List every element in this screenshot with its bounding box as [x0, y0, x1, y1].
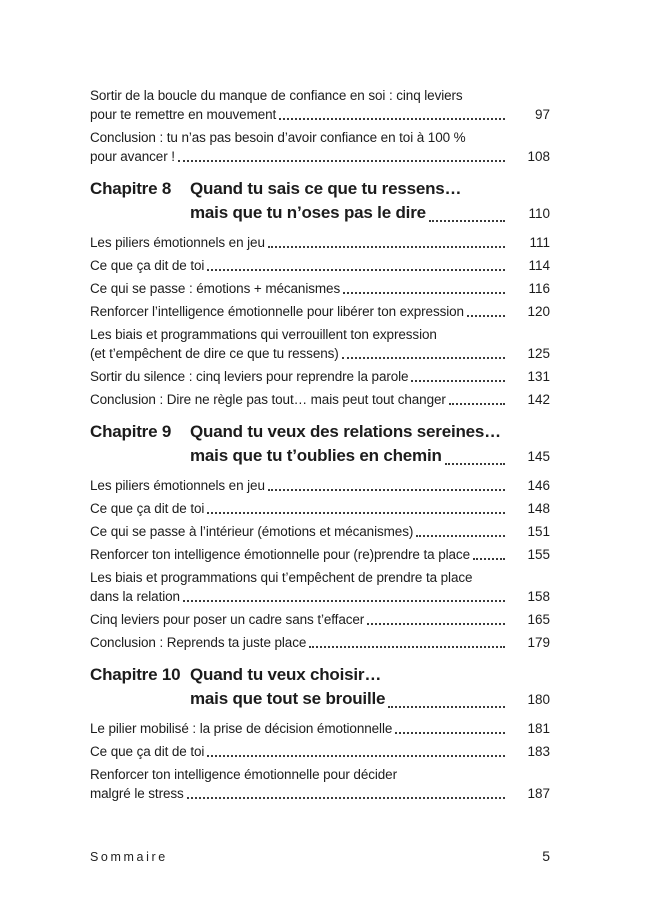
chapter-title-line: Quand tu veux des relations sereines… [190, 422, 501, 441]
chapter-label: Chapitre 10 [90, 665, 181, 684]
dot-leader [429, 220, 505, 222]
toc-entry [90, 765, 550, 803]
chapter-label: Chapitre 8 [90, 179, 172, 198]
toc-entry-text: Renforcer l’intelligence émotionnelle pour libérer ton expression [90, 304, 464, 319]
dot-leader [445, 463, 505, 465]
toc-entry-line [90, 476, 550, 495]
dot-leader [449, 403, 505, 405]
dot-leader [395, 732, 505, 734]
toc-entry [90, 568, 550, 606]
chapter-title-text: mais que tu t’oublies en chemin [190, 446, 442, 465]
toc-entry-line [90, 279, 550, 298]
toc-entry-line: Conclusion : tu n’as pas besoin d’avoir confiance en toi à 100 % [90, 130, 466, 145]
toc-entry-line [90, 302, 550, 321]
dot-leader [309, 646, 505, 648]
toc-entry-line [90, 742, 550, 761]
toc-entry-text: pour te remettre en mouvement [90, 107, 277, 122]
chapter-title-line: Quand tu veux choisir… [190, 665, 382, 684]
footer-section-label: Sommaire [90, 850, 168, 864]
toc-entry-line [90, 719, 550, 738]
dot-leader [207, 512, 505, 514]
toc-entry-line [90, 784, 550, 803]
toc-entry-line: Les biais et programmations qui verrouillent ton expression [90, 327, 437, 342]
chapter-heading [90, 420, 550, 469]
chapter-title-text: mais que tout se brouille [190, 689, 386, 708]
page-number: 125 [527, 346, 550, 361]
dot-leader [388, 706, 505, 708]
toc-entry-line: Renforcer ton intelligence émotionnelle pour décider [90, 767, 397, 782]
dot-leader [187, 797, 505, 799]
chapter-title-line [190, 444, 550, 469]
toc-entry [90, 279, 550, 298]
toc-entry-line [90, 344, 550, 363]
page-number: 120 [527, 304, 550, 319]
page-number: 183 [527, 744, 550, 759]
toc-entry [90, 390, 550, 409]
page-number: 180 [527, 692, 550, 707]
toc-entry-text: Conclusion : Reprends ta juste place [90, 635, 307, 650]
toc-entry-text: Cinq leviers pour poser un cadre sans t’effacer [90, 612, 365, 627]
dot-leader [207, 269, 505, 271]
toc-entry [90, 476, 550, 495]
dot-leader [268, 489, 505, 491]
page-number: 116 [528, 281, 550, 296]
page-number: 145 [527, 449, 550, 464]
page-number: 165 [527, 612, 550, 627]
toc-entry-line [90, 256, 550, 275]
dot-leader [342, 357, 505, 359]
toc-entry-text: Les piliers émotionnels en jeu [90, 478, 265, 493]
toc-entry-text: (et t’empêchent de dire ce que tu ressens) [90, 346, 339, 361]
page-number: 181 [527, 721, 550, 736]
page-number: 148 [527, 501, 550, 516]
page-number: 179 [527, 635, 550, 650]
page-number: 187 [527, 786, 550, 801]
toc-entry [90, 256, 550, 275]
toc-entry-text: Ce que ça dit de toi [90, 501, 205, 516]
chapter-heading [90, 177, 550, 226]
page-number: 131 [527, 369, 550, 384]
toc-entry-text: Ce qui se passe à l’intérieur (émotions et mécanismes) [90, 524, 414, 539]
dot-leader [367, 623, 505, 625]
dot-leader [207, 755, 505, 757]
page-number: 158 [527, 589, 550, 604]
toc-entry [90, 610, 550, 629]
toc-entry [90, 633, 550, 652]
page-number: 151 [527, 524, 550, 539]
toc-entry-text: Sortir du silence : cinq leviers pour reprendre la parole [90, 369, 409, 384]
dot-leader [416, 535, 505, 537]
toc-entry-text: Les piliers émotionnels en jeu [90, 235, 265, 250]
toc-entry [90, 545, 550, 564]
dot-leader [279, 118, 505, 120]
chapter-title-text: mais que tu n’oses pas le dire [190, 203, 426, 222]
toc-entry-text: Ce qui se passe : émotions + mécanismes [90, 281, 341, 296]
toc-entry-text: pour avancer ! [90, 149, 175, 164]
toc-entry-line: Sortir de la boucle du manque de confiance en soi : cinq leviers [90, 88, 463, 103]
toc-entry-line [90, 367, 550, 386]
toc-entry-line [90, 105, 550, 124]
page-number: 110 [528, 206, 550, 221]
toc-entry-line [90, 633, 550, 652]
toc-entry-text: Le pilier mobilisé : la prise de décision émotionnelle [90, 721, 393, 736]
page-number: 114 [528, 258, 550, 273]
toc-entry [90, 86, 550, 124]
toc-entry-text: Ce que ça dit de toi [90, 258, 205, 273]
toc-entry-text: Renforcer ton intelligence émotionnelle pour (re)prendre ta place [90, 547, 470, 562]
page-number: 155 [527, 547, 550, 562]
toc-entry [90, 719, 550, 738]
toc-entry-text: dans la relation [90, 589, 180, 604]
toc-entry [90, 742, 550, 761]
toc-entry-text: Ce que ça dit de toi [90, 744, 205, 759]
toc-entry-line [90, 233, 550, 252]
toc-entry [90, 367, 550, 386]
dot-leader [178, 160, 505, 162]
chapter-title-line [190, 201, 550, 226]
toc-entry-line [90, 587, 550, 606]
toc-entry [90, 128, 550, 166]
chapter-label: Chapitre 9 [90, 422, 172, 441]
toc-entry-text: malgré le stress [90, 786, 184, 801]
chapter-heading [90, 663, 550, 712]
toc-entry [90, 499, 550, 518]
dot-leader [467, 315, 505, 317]
footer-page-number: 5 [542, 848, 550, 864]
dot-leader [473, 558, 505, 560]
dot-leader [411, 380, 505, 382]
toc-entry [90, 302, 550, 321]
toc-entry-line [90, 390, 550, 409]
toc-entry [90, 325, 550, 363]
page-number: 142 [527, 392, 550, 407]
toc-entry-line [90, 147, 550, 166]
toc-entry-line [90, 522, 550, 541]
toc-entry-line [90, 545, 550, 564]
table-of-contents [90, 86, 550, 807]
chapter-title-line: Quand tu sais ce que tu ressens… [190, 179, 462, 198]
page-number: 146 [527, 478, 550, 493]
chapter-title [190, 663, 550, 712]
chapter-title [190, 177, 550, 226]
page-number: 108 [527, 149, 550, 164]
toc-entry [90, 522, 550, 541]
page-number: 97 [534, 107, 550, 122]
toc-entry [90, 233, 550, 252]
toc-entry-line: Les biais et programmations qui t’empêchent de prendre ta place [90, 570, 473, 585]
chapter-title-line [190, 687, 550, 712]
toc-entry-text: Conclusion : Dire ne règle pas tout… mais peut tout changer [90, 392, 446, 407]
dot-leader [268, 246, 505, 248]
toc-entry-line [90, 499, 550, 518]
dot-leader [343, 292, 505, 294]
page-number: 111 [529, 235, 550, 250]
dot-leader [183, 600, 505, 602]
toc-entry-line [90, 610, 550, 629]
chapter-title [190, 420, 550, 469]
